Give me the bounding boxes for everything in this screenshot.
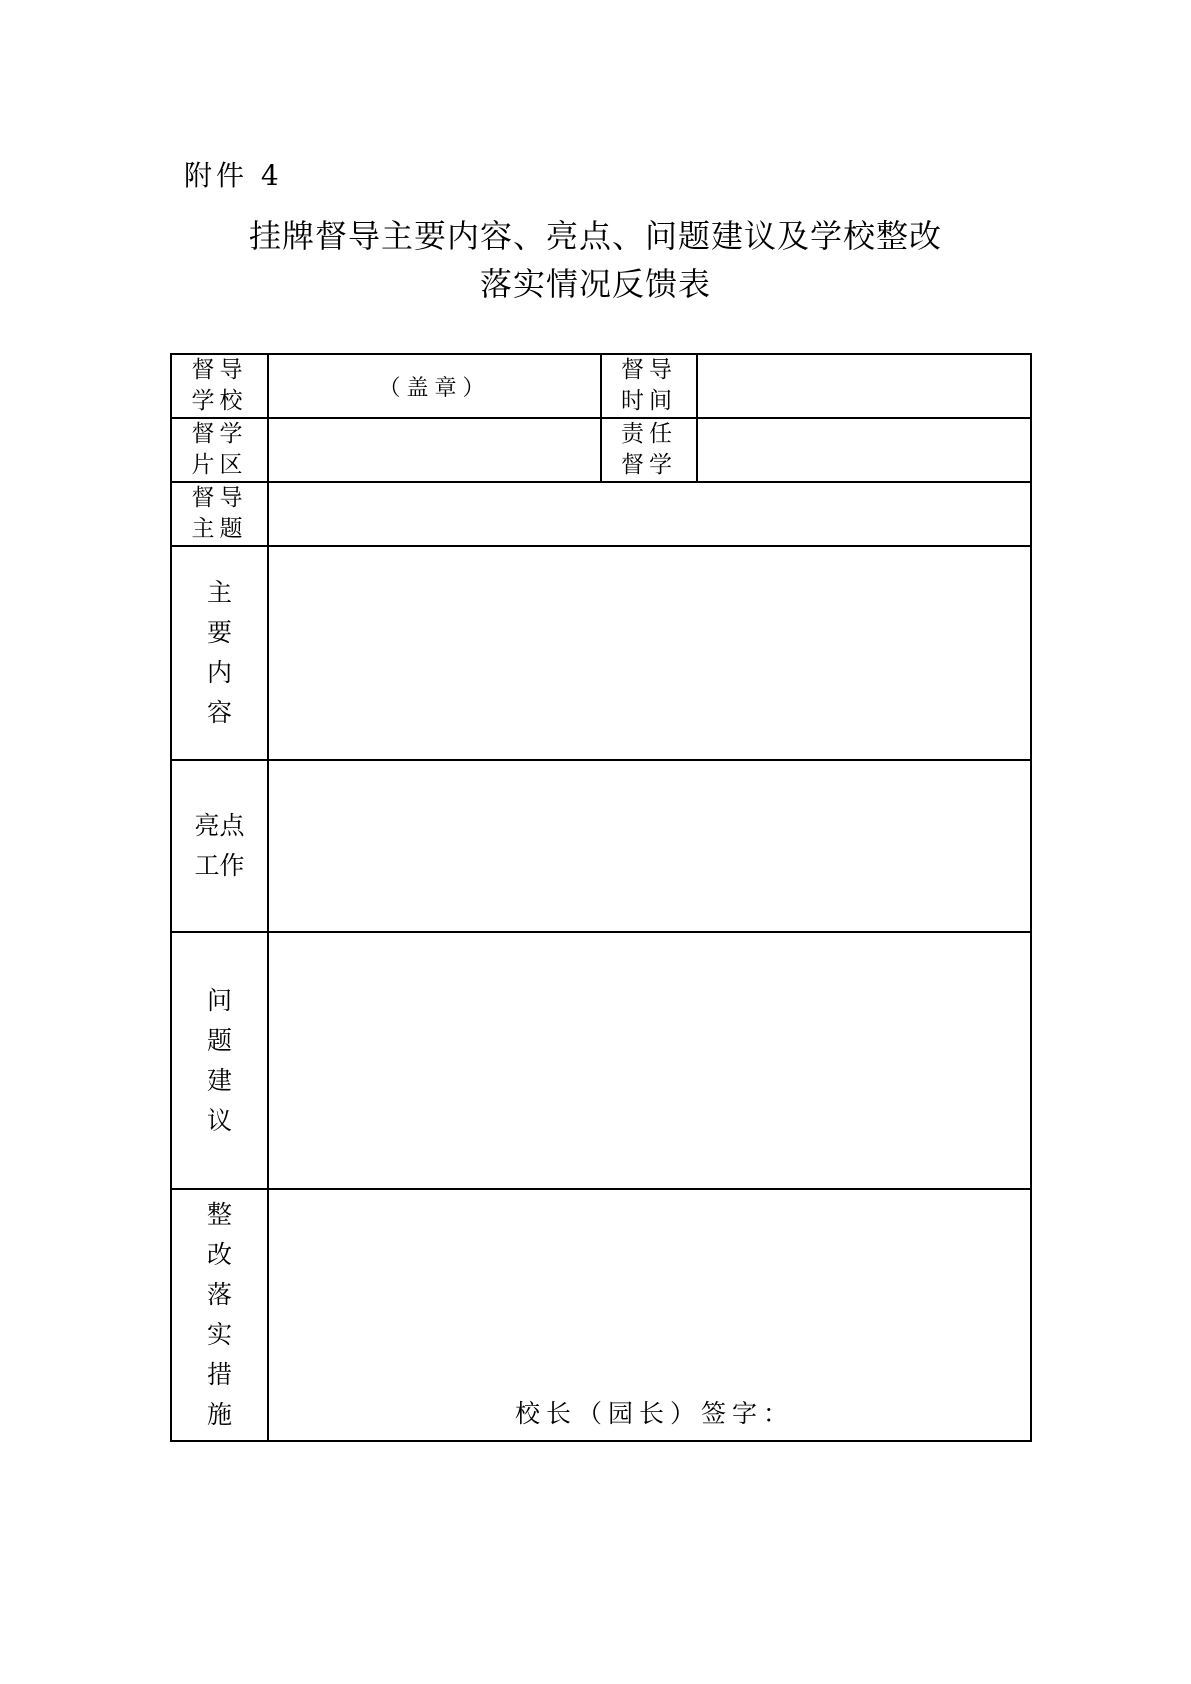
highlights-value-cell[interactable] [268, 760, 1031, 932]
highlights-label-cell [171, 760, 268, 932]
topic-label-cell [171, 482, 268, 546]
seal-text: （盖章） [378, 375, 491, 401]
principal-signature-label: 校长（园长）签字： [514, 1399, 794, 1428]
district-label: 督学 片区 [191, 421, 248, 478]
form-title-line1: 挂牌督导主要内容、亮点、问题建议及学校整改 [248, 217, 942, 255]
main-content-value-cell[interactable] [268, 546, 1031, 760]
row-rectification [171, 1189, 1031, 1441]
row-main-content [171, 546, 1031, 760]
issues-label-cell [171, 932, 268, 1189]
district-value-cell[interactable] [268, 418, 601, 482]
time-value-cell[interactable] [697, 354, 1031, 418]
form-title-line2: 落实情况反馈表 [479, 265, 711, 303]
main-content-label-cell [171, 546, 268, 760]
school-label-cell [171, 354, 268, 418]
responsible-value-cell[interactable] [697, 418, 1031, 482]
issues-value-cell[interactable] [268, 932, 1031, 1189]
rectification-label: 整 改 落 实 措 施 [206, 1200, 232, 1429]
school-value-cell[interactable] [268, 354, 601, 418]
row-school [171, 354, 1031, 418]
row-district [171, 418, 1031, 482]
highlights-label: 亮点 工作 [194, 811, 245, 880]
row-highlights [171, 760, 1031, 932]
responsible-label: 责任 督学 [621, 421, 677, 478]
time-label: 督导 时间 [621, 357, 677, 414]
issues-label: 问 题 建 议 [206, 985, 232, 1135]
row-issues [171, 932, 1031, 1189]
topic-value-cell[interactable] [268, 482, 1031, 546]
rectification-value-cell[interactable] [268, 1189, 1031, 1441]
responsible-label-cell [601, 418, 697, 482]
feedback-form-table [170, 353, 1032, 1442]
attachment-label: 附件 4 [184, 159, 283, 192]
district-label-cell [171, 418, 268, 482]
time-label-cell [601, 354, 697, 418]
row-topic [171, 482, 1031, 546]
school-label: 督导 学校 [191, 357, 248, 414]
topic-label: 督导 主题 [191, 485, 248, 542]
main-content-label: 主 要 内 容 [206, 578, 232, 727]
rectification-label-cell [171, 1189, 268, 1441]
